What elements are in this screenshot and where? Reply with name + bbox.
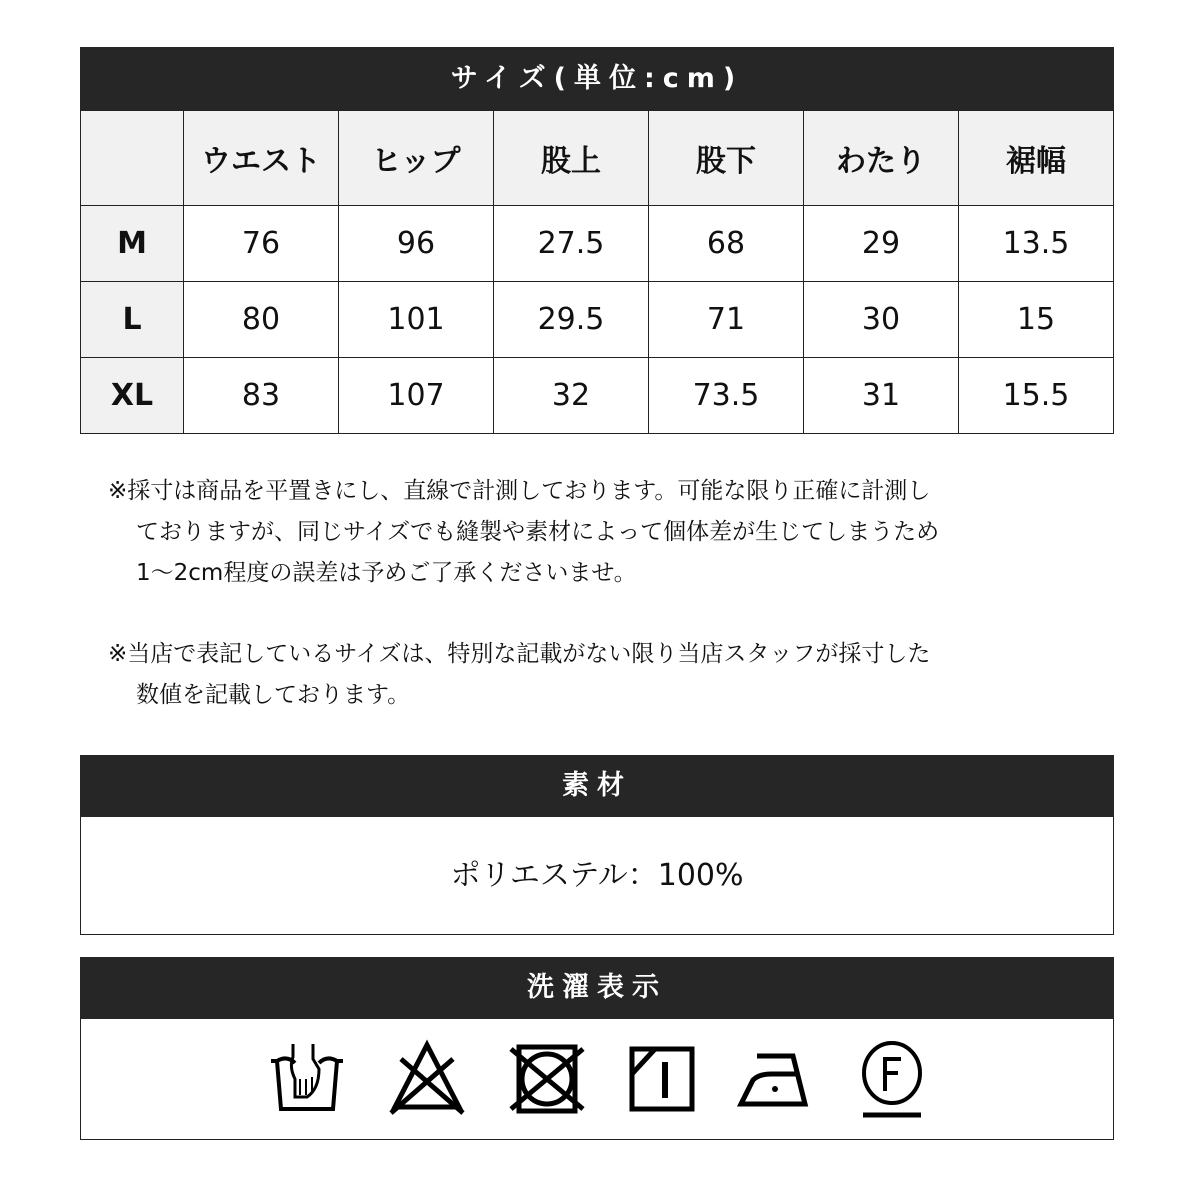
table-row <box>81 206 1114 282</box>
cell: 15 <box>959 282 1114 358</box>
material-value: ポリエステル：100% <box>450 858 744 893</box>
note-line: ※採寸は商品を平置きにし、直線で計測しております。可能な限り正確に計測し <box>108 478 931 504</box>
cell: 29 <box>804 206 959 282</box>
measurement-note <box>108 471 1108 594</box>
header-cell: 股上 <box>494 111 649 206</box>
size-title-bar: サイズ(単位:cm) <box>80 47 1114 110</box>
size-label: L <box>81 282 184 358</box>
cell: 80 <box>184 282 339 358</box>
size-label: M <box>81 206 184 282</box>
no-tumble-dry-icon <box>507 1039 587 1119</box>
header-cell: ヒップ <box>339 111 494 206</box>
care-title-bar: 洗濯表示 <box>80 957 1114 1019</box>
cell: 76 <box>184 206 339 282</box>
cell: 27.5 <box>494 206 649 282</box>
size-header-row <box>81 111 1114 206</box>
cell: 32 <box>494 358 649 434</box>
line-dry-shade-icon <box>627 1044 697 1114</box>
cell: 101 <box>339 282 494 358</box>
cell: 30 <box>804 282 959 358</box>
material-title-bar: 素材 <box>80 755 1114 817</box>
note-line: 1〜2cm程度の誤差は予めご了承くださいませ。 <box>136 560 637 586</box>
cell: 68 <box>649 206 804 282</box>
cell: 73.5 <box>649 358 804 434</box>
header-cell: ウエスト <box>184 111 339 206</box>
cell: 71 <box>649 282 804 358</box>
hand-wash-icon <box>267 1039 347 1119</box>
size-table <box>80 110 1114 434</box>
cell: 15.5 <box>959 358 1114 434</box>
table-row <box>81 282 1114 358</box>
table-row <box>81 358 1114 434</box>
header-cell: 股下 <box>649 111 804 206</box>
header-cell: 裾幅 <box>959 111 1114 206</box>
size-label: XL <box>81 358 184 434</box>
note-line: 数値を記載しております。 <box>136 682 411 708</box>
size-note <box>108 634 1108 716</box>
note-line: ※当店で表記しているサイズは、特別な記載がない限り当店スタッフが採寸した <box>108 641 931 667</box>
header-cell <box>81 111 184 206</box>
cell: 107 <box>339 358 494 434</box>
no-bleach-icon <box>387 1039 467 1119</box>
iron-low-icon <box>737 1044 817 1114</box>
material-box <box>80 817 1114 935</box>
cell: 83 <box>184 358 339 434</box>
care-box <box>80 1019 1114 1140</box>
cell: 96 <box>339 206 494 282</box>
cell: 13.5 <box>959 206 1114 282</box>
header-cell: わたり <box>804 111 959 206</box>
dry-clean-f-icon <box>857 1039 927 1119</box>
cell: 29.5 <box>494 282 649 358</box>
note-line: ておりますが、同じサイズでも縫製や素材によって個体差が生じてしまうため <box>136 519 940 545</box>
cell: 31 <box>804 358 959 434</box>
